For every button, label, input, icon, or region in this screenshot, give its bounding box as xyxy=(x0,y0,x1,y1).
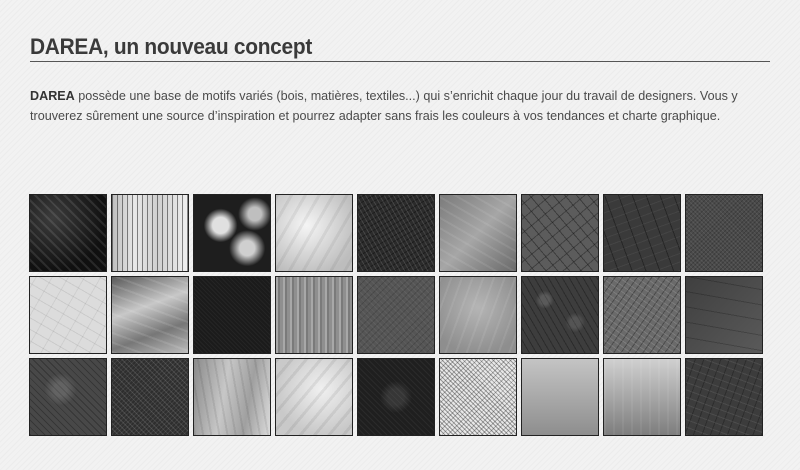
pattern-thumbnail-gradient-grey[interactable] xyxy=(521,358,599,436)
pattern-thumbnail-bark-dark[interactable] xyxy=(357,194,435,272)
pattern-thumbnail-fabric-dark[interactable] xyxy=(685,194,763,272)
pattern-thumbnail-scratched-dark[interactable] xyxy=(685,358,763,436)
pattern-thumbnail-brushed-wood[interactable] xyxy=(193,358,271,436)
pattern-thumbnail-floral-dark[interactable] xyxy=(357,358,435,436)
pattern-thumbnail-marble-light[interactable] xyxy=(275,358,353,436)
brand-name: DAREA xyxy=(30,89,75,103)
pattern-thumbnail-foil-grey[interactable] xyxy=(111,276,189,354)
pattern-thumbnail-fog-grey[interactable] xyxy=(603,358,681,436)
title-divider xyxy=(30,61,770,62)
pattern-thumbnail-crumpled-mid[interactable] xyxy=(603,276,681,354)
pattern-thumbnail-soft-marble[interactable] xyxy=(275,194,353,272)
pattern-thumbnail-crumpled-dark[interactable] xyxy=(29,194,107,272)
pattern-thumbnail-leather-dark[interactable] xyxy=(603,194,681,272)
pattern-thumbnail-cracked-grey[interactable] xyxy=(521,194,599,272)
pattern-thumbnail-slate-dark[interactable] xyxy=(685,276,763,354)
intro-paragraph xyxy=(30,86,775,126)
pattern-thumbnail-gravel-dark[interactable] xyxy=(111,358,189,436)
page-title: DAREA, un nouveau concept xyxy=(30,34,313,59)
pattern-thumbnail-moire-grey[interactable] xyxy=(275,276,353,354)
pattern-thumbnail-smoke-grey[interactable] xyxy=(439,276,517,354)
pattern-thumbnail-wood-grain-light[interactable] xyxy=(111,194,189,272)
pattern-thumbnail-felt-black[interactable] xyxy=(193,276,271,354)
pattern-thumbnail-confetti-white[interactable] xyxy=(439,358,517,436)
pattern-thumbnail-stone-grey[interactable] xyxy=(439,194,517,272)
pattern-thumbnail-paper-light[interactable] xyxy=(29,276,107,354)
pattern-thumbnail-clouds-dark[interactable] xyxy=(193,194,271,272)
pattern-thumbnail-leaves-dark[interactable] xyxy=(521,276,599,354)
pattern-thumbnail-granite-grey[interactable] xyxy=(357,276,435,354)
pattern-gallery xyxy=(29,194,767,440)
intro-text: possède une base de motifs variés (bois, matières, textiles...) qui s’enrichit chaque jour du travail de designers. Vous y trouverez sûrement une source d’inspiration et pourrez adapter sans frais les couleurs à vos tendances et charte graphique. xyxy=(30,89,738,123)
pattern-thumbnail-foliage-grey[interactable] xyxy=(29,358,107,436)
